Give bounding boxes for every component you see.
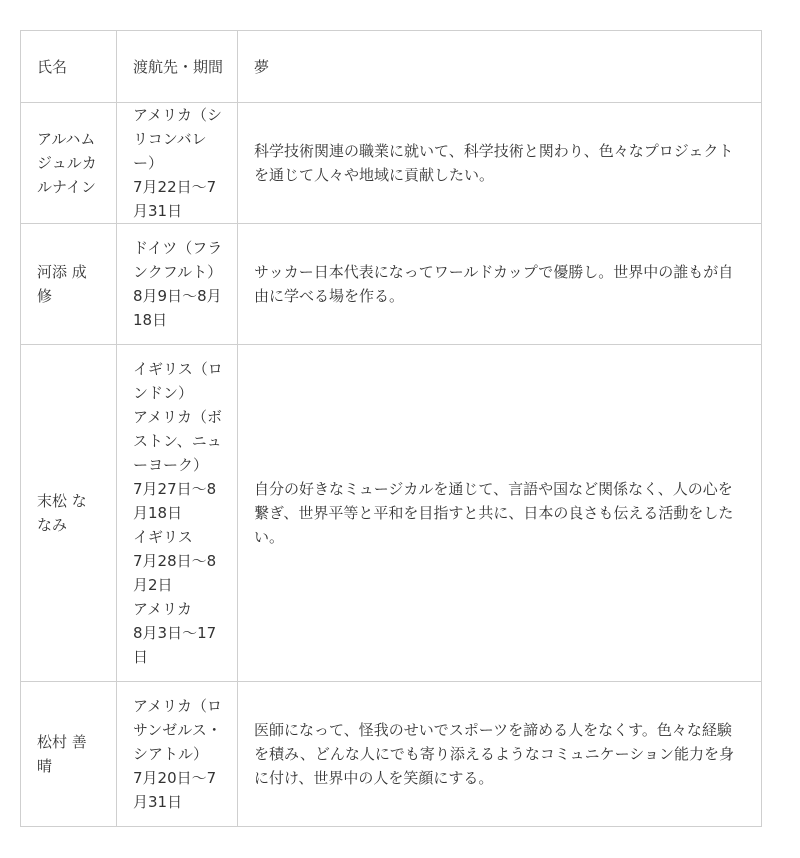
table-row	[21, 345, 762, 682]
table-row	[21, 224, 762, 345]
cell-name: 末松 ななみ	[21, 345, 117, 682]
header-dream: 夢	[238, 31, 762, 103]
cell-destination: アメリカ（ロサンゼルス・シアトル） 7月20日〜7月31日	[117, 682, 238, 827]
cell-dream: サッカー日本代表になってワールドカップで優勝し。世界中の誰もが自由に学べる場を作る。	[238, 224, 762, 345]
cell-dream: 医師になって、怪我のせいでスポーツを諦める人をなくす。色々な経験を積み、どんな人にでも寄り添えるようなコミュニケーション能力を身に付け、世界中の人を笑顔にする。	[238, 682, 762, 827]
cell-name: アルハム ジュルカルナイン	[21, 103, 117, 224]
table-row	[21, 103, 762, 224]
cell-name: 河添 成修	[21, 224, 117, 345]
cell-destination: イギリス（ロンドン） アメリカ（ボストン、ニューヨーク） 7月27日〜8月18日 イギリス 7月28日〜8月2日 アメリカ 8月3日〜17日	[117, 345, 238, 682]
header-destination: 渡航先・期間	[117, 31, 238, 103]
table-header-row	[21, 31, 762, 103]
cell-name: 松村 善晴	[21, 682, 117, 827]
participants-table	[20, 30, 762, 827]
cell-destination: ドイツ（フランクフルト） 8月9日〜8月18日	[117, 224, 238, 345]
cell-destination: アメリカ（シリコンバレー） 7月22日〜7月31日	[117, 103, 238, 224]
cell-dream: 自分の好きなミュージカルを通じて、言語や国など関係なく、人の心を繋ぎ、世界平等と平和を目指すと共に、日本の良さも伝える活動をしたい。	[238, 345, 762, 682]
cell-dream: 科学技術関連の職業に就いて、科学技術と関わり、色々なプロジェクトを通じて人々や地域に貢献したい。	[238, 103, 762, 224]
table-row	[21, 682, 762, 827]
header-name: 氏名	[21, 31, 117, 103]
